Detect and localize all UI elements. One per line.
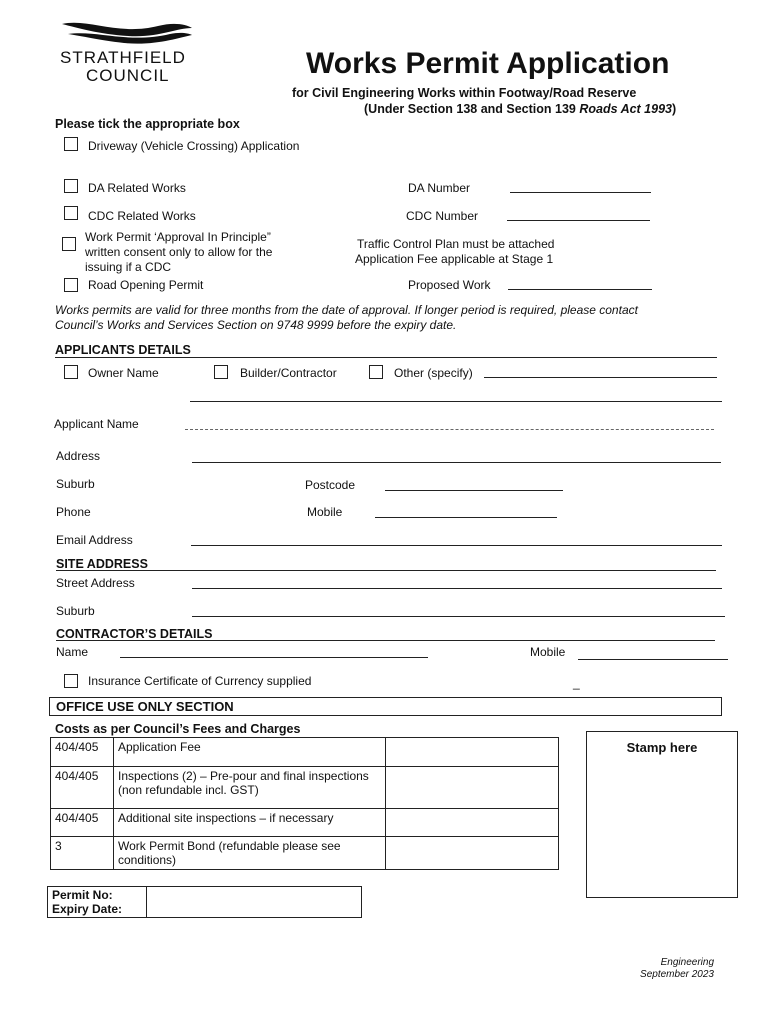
- office-use-box: [49, 697, 722, 716]
- page-subtitle: for Civil Engineering Works within Footway/Road Reserve: [292, 86, 637, 100]
- cost-description: Additional site inspections – if necessary: [114, 809, 386, 837]
- contractor-name-label: Name: [56, 645, 89, 659]
- costs-table: [50, 737, 559, 870]
- road-opening-checkbox[interactable]: [64, 278, 78, 292]
- permit-table: [47, 886, 362, 918]
- logo-text-line1: STRATHFIELD: [60, 48, 186, 67]
- address-field[interactable]: [192, 462, 721, 463]
- builder-label: Builder/Contractor: [240, 366, 337, 380]
- council-logo: [58, 18, 198, 84]
- cost-code: 404/405: [51, 767, 114, 809]
- driveway-label: Driveway (Vehicle Crossing) Application: [88, 139, 300, 153]
- applicants-heading-rule: [55, 357, 717, 358]
- aip-checkbox[interactable]: [62, 237, 76, 251]
- validity-notice-line2: Council’s Works and Services Section on 9748 9999 before the expiry date.: [55, 318, 457, 332]
- mobile-field[interactable]: [375, 517, 557, 518]
- page-title: Works Permit Application: [306, 47, 670, 80]
- da-number-field[interactable]: [510, 192, 651, 193]
- footer-department: Engineering: [660, 957, 714, 968]
- street-address-label: Street Address: [56, 576, 135, 590]
- contractor-heading: CONTRACTOR’S DETAILS: [56, 627, 213, 641]
- insurance-checkbox[interactable]: [64, 674, 78, 688]
- cost-amount-cell[interactable]: [386, 738, 559, 767]
- cdc-number-field[interactable]: [507, 220, 650, 221]
- aip-label-line2: written consent only to allow for the: [85, 245, 273, 259]
- traffic-note-line2: Application Fee applicable at Stage 1: [355, 252, 554, 266]
- applicant-name-label: Applicant Name: [54, 417, 139, 431]
- suburb-label: Suburb: [56, 477, 95, 491]
- builder-checkbox[interactable]: [214, 365, 228, 379]
- costs-heading: Costs as per Council’s Fees and Charges: [55, 722, 301, 736]
- cost-code: 3: [51, 837, 114, 870]
- table-row: [51, 837, 559, 870]
- cost-description: Application Fee: [114, 738, 386, 767]
- expiry-date-label: Expiry Date:: [52, 902, 123, 916]
- page-subtitle-legislation: (Under Section 138 and Section 139 Roads Act 1993): [364, 102, 677, 116]
- footer-date: September 2023: [640, 969, 714, 980]
- proposed-work-label: Proposed Work: [408, 278, 491, 292]
- cost-amount-cell[interactable]: [386, 809, 559, 837]
- traffic-note-line1: Traffic Control Plan must be attached: [357, 237, 555, 251]
- site-address-rule: [56, 570, 716, 571]
- street-address-field[interactable]: [192, 588, 722, 589]
- other-specify-field[interactable]: [484, 377, 717, 378]
- cost-amount-cell[interactable]: [386, 767, 559, 809]
- aip-label-line3: issuing if a CDC: [85, 260, 172, 274]
- site-suburb-field[interactable]: [192, 616, 725, 617]
- address-label: Address: [56, 449, 101, 463]
- cdc-works-label: CDC Related Works: [88, 209, 196, 223]
- cost-code: 404/405: [51, 738, 114, 767]
- contractor-mobile-label: Mobile: [530, 645, 566, 659]
- applicant-name-field[interactable]: [185, 429, 714, 430]
- permit-labels-cell: [48, 887, 147, 918]
- aip-label-line1: Work Permit ‘Approval In Principle”: [85, 230, 271, 244]
- permit-value-cell[interactable]: [147, 887, 362, 918]
- postcode-field[interactable]: [385, 490, 563, 491]
- contractor-heading-rule: [56, 640, 715, 641]
- email-label: Email Address: [56, 533, 133, 547]
- table-row: [51, 738, 559, 767]
- insurance-label: Insurance Certificate of Currency supplied: [88, 674, 312, 688]
- road-opening-label: Road Opening Permit: [88, 278, 204, 292]
- table-row: [48, 887, 362, 918]
- da-works-label: DA Related Works: [88, 181, 186, 195]
- stamp-box: [586, 731, 738, 898]
- other-checkbox[interactable]: [369, 365, 383, 379]
- insurance-dash: _: [573, 676, 580, 690]
- permit-no-label: Permit No:: [52, 888, 113, 902]
- stamp-label: Stamp here: [626, 740, 698, 755]
- contractor-name-field[interactable]: [120, 657, 428, 658]
- mobile-label: Mobile: [307, 505, 343, 519]
- cdc-works-checkbox[interactable]: [64, 206, 78, 220]
- logo-swoosh-icon: [58, 18, 198, 48]
- logo-text-line2: COUNCIL: [86, 66, 170, 85]
- email-field[interactable]: [191, 545, 722, 546]
- cdc-number-label: CDC Number: [406, 209, 479, 223]
- contractor-mobile-field[interactable]: [578, 659, 728, 660]
- proposed-work-field[interactable]: [508, 289, 652, 290]
- tick-heading: Please tick the appropriate box: [55, 117, 240, 131]
- phone-label: Phone: [56, 505, 91, 519]
- table-row: [51, 767, 559, 809]
- site-address-heading: SITE ADDRESS: [56, 557, 148, 571]
- other-specify-field-2[interactable]: [190, 401, 722, 402]
- office-use-heading: OFFICE USE ONLY SECTION: [56, 699, 234, 714]
- da-works-checkbox[interactable]: [64, 179, 78, 193]
- driveway-checkbox[interactable]: [64, 137, 78, 151]
- da-number-label: DA Number: [408, 181, 471, 195]
- owner-checkbox[interactable]: [64, 365, 78, 379]
- site-suburb-label: Suburb: [56, 604, 95, 618]
- postcode-label: Postcode: [305, 478, 356, 492]
- cost-description: Inspections (2) – Pre-pour and final inspections (non refundable incl. GST): [114, 767, 386, 809]
- owner-label: Owner Name: [88, 366, 159, 380]
- other-label: Other (specify): [394, 366, 473, 380]
- cost-description: Work Permit Bond (refundable please see conditions): [114, 837, 386, 870]
- cost-amount-cell[interactable]: [386, 837, 559, 870]
- validity-notice-line1: Works permits are valid for three months from the date of approval. If longer period is required, please contact: [55, 303, 638, 317]
- cost-code: 404/405: [51, 809, 114, 837]
- table-row: [51, 809, 559, 837]
- applicants-heading: APPLICANTS DETAILS: [55, 343, 191, 357]
